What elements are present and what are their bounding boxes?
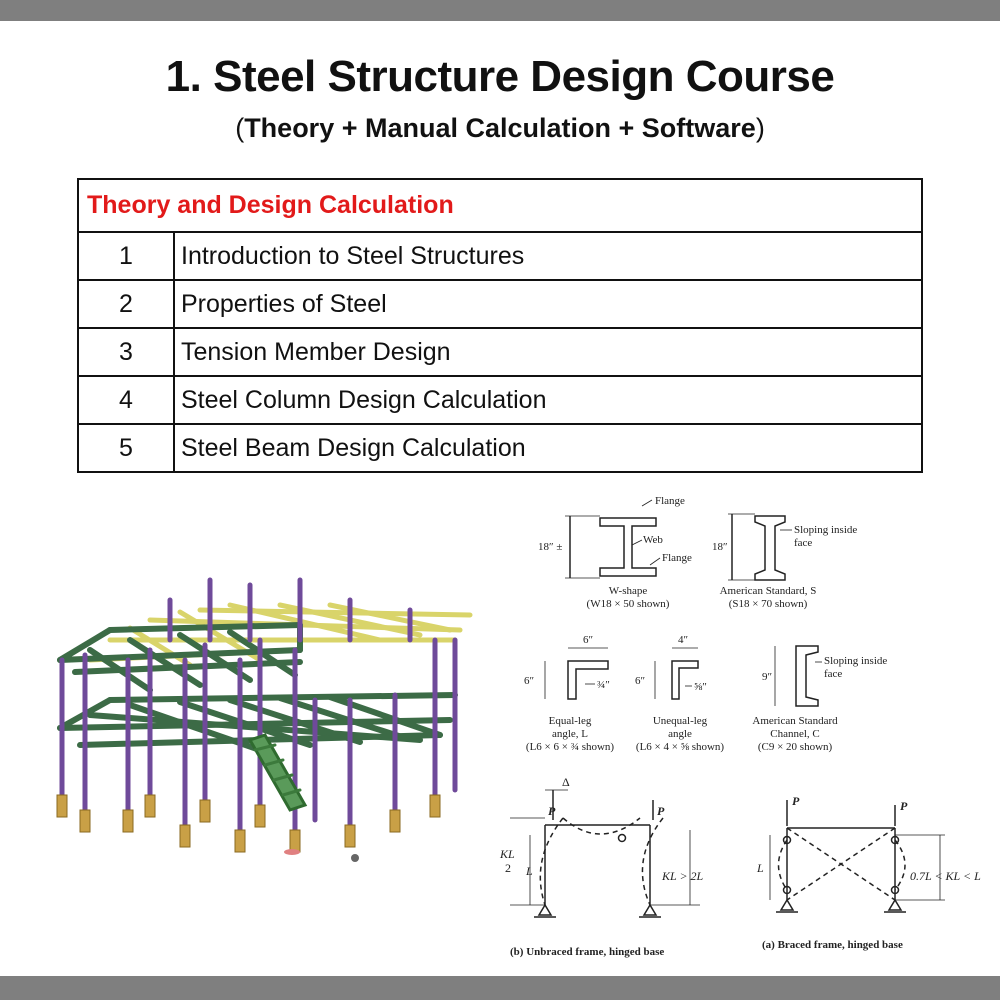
delta-label: Δ <box>562 775 570 789</box>
table-row <box>78 280 922 328</box>
equal-angle-side-dim: 6″ <box>524 675 535 687</box>
steel-sections-labels <box>524 495 887 753</box>
row-number: 3 <box>78 328 174 376</box>
channel-caption-3: (C9 × 20 shown) <box>757 741 833 753</box>
top-bar <box>0 0 1000 21</box>
w-flange-top-label: Flange <box>655 495 685 507</box>
s-sloping-label-2: face <box>794 537 813 549</box>
equal-angle-caption-1: Equal-leg <box>548 715 592 727</box>
s-sloping-label-1: Sloping inside <box>794 524 858 536</box>
row-number: 1 <box>78 232 174 280</box>
figures <box>0 490 1000 970</box>
row-label: Properties of Steel <box>174 280 922 328</box>
w-flange-bottom-label: Flange <box>662 552 692 564</box>
kl-bottom-label: 2 <box>505 861 511 875</box>
unequal-angle-caption-3: (L6 × 4 × ⅝ shown) <box>635 741 725 753</box>
s-caption-1: American Standard, S <box>719 585 817 597</box>
unbraced-l-label: L <box>526 864 533 878</box>
page-subtitle <box>0 113 1000 144</box>
row-label: Introduction to Steel Structures <box>174 232 922 280</box>
unbraced-p2-label: P <box>657 804 665 818</box>
row-label: Steel Column Design Calculation <box>174 376 922 424</box>
unequal-angle-side-dim: 6″ <box>635 675 646 687</box>
table-row <box>78 328 922 376</box>
s-caption-2: (S18 × 70 shown) <box>728 598 808 610</box>
table-row <box>78 376 922 424</box>
unequal-leg-angle-section <box>655 648 698 699</box>
kl-gt-label: KL > 2L <box>662 869 704 883</box>
channel-dim-label: 9″ <box>762 671 773 683</box>
equal-angle-caption-2: angle, L <box>551 728 589 740</box>
equal-angle-top-dim: 6″ <box>583 634 594 646</box>
footings <box>57 795 440 852</box>
row-number: 5 <box>78 424 174 472</box>
row-label: Steel Beam Design Calculation <box>174 424 922 472</box>
subtitle-close-paren: ) <box>755 113 765 143</box>
kl-range-label: 0.7L < KL < L <box>910 869 981 883</box>
channel-caption-1: American Standard <box>752 715 838 727</box>
steel-frame-3d-model <box>57 580 470 862</box>
equal-angle-caption-3: (L6 × 6 × ¾ shown) <box>525 741 615 753</box>
table-heading: Theory and Design Calculation <box>78 179 922 232</box>
page-title: 1. Steel Structure Design Course <box>165 52 835 101</box>
braced-p2-label: P <box>900 799 908 813</box>
course-table <box>77 178 923 473</box>
equal-angle-thickness: ¾″ <box>597 679 610 691</box>
subtitle-open-paren: ( <box>235 113 245 143</box>
braced-frame-diagram <box>770 800 945 912</box>
w-caption-2: (W18 × 50 shown) <box>586 598 670 610</box>
s-dim-label: 18″ <box>712 541 728 553</box>
braced-caption: (a) Braced frame, hinged base <box>762 939 903 951</box>
kl-top-label: KL <box>500 847 515 861</box>
equal-leg-angle-section <box>545 648 608 699</box>
unequal-angle-caption-2: angle <box>668 728 692 740</box>
w-caption-1: W-shape <box>608 585 648 597</box>
unequal-angle-top-dim: 4″ <box>678 634 689 646</box>
channel-caption-2: Channel, C <box>770 728 820 740</box>
row-label: Tension Member Design <box>174 328 922 376</box>
braced-p1-label: P <box>792 794 800 808</box>
unbraced-p1-label: P <box>548 804 556 818</box>
unbraced-frame-labels <box>499 775 704 958</box>
table-heading-row <box>78 179 922 232</box>
w-web-label: Web <box>643 534 663 546</box>
bottom-bar <box>0 976 1000 1000</box>
row-number: 4 <box>78 376 174 424</box>
upper-floor-beams <box>60 625 300 690</box>
table-row <box>78 424 922 472</box>
unbraced-caption: (b) Unbraced frame, hinged base <box>510 946 665 958</box>
channel-section <box>775 646 822 706</box>
row-number: 2 <box>78 280 174 328</box>
unequal-angle-thickness: ⅝″ <box>694 681 707 693</box>
channel-sloping-label-1: Sloping inside <box>824 655 888 667</box>
s-shape-section <box>728 514 792 580</box>
table-row <box>78 232 922 280</box>
subtitle-text: Theory + Manual Calculation + Software <box>244 113 756 143</box>
braced-frame-labels <box>756 794 981 951</box>
w-dim-label: 18″ ± <box>538 541 563 553</box>
unbraced-frame-diagram <box>510 790 700 917</box>
unequal-angle-caption-1: Unequal-leg <box>652 715 708 727</box>
braced-l-label: L <box>757 861 764 875</box>
channel-sloping-label-2: face <box>824 668 843 680</box>
